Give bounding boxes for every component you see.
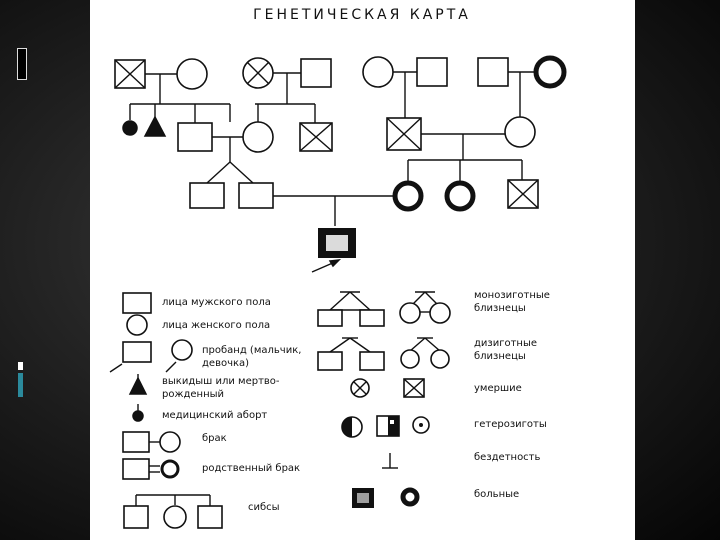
male-symbol — [301, 59, 331, 87]
legend-proband-label-1: пробанд (мальчик, — [202, 345, 302, 356]
legend-mz-label-2: близнецы — [474, 303, 526, 314]
legend-consanguineous-label: родственный брак — [202, 463, 301, 474]
legend-stillbirth-label-1: выкидыш или мертво- — [162, 376, 280, 387]
legend-marriage-label: брак — [202, 433, 227, 444]
legend-stillbirth-label-2: рожденный — [162, 389, 225, 400]
legend-sibling-male — [198, 506, 222, 528]
couple-2 — [243, 58, 331, 104]
decor-bar-accent — [18, 373, 23, 397]
legend-affected-female — [403, 490, 417, 504]
legend-consanguineous-male — [123, 459, 149, 479]
legend-stillbirth-symbol — [130, 378, 146, 394]
legend-affected-label: больные — [474, 489, 520, 500]
legend-female-symbol — [127, 315, 147, 335]
legend-dz-label-1: дизиготные — [474, 338, 538, 349]
legend-sibling-female — [164, 506, 186, 528]
legend-mz-twin-male — [318, 310, 342, 326]
pedigree-diagram — [90, 0, 635, 540]
legend-dz-twin-male — [360, 352, 384, 370]
abortion-symbol — [123, 121, 137, 135]
legend-right — [318, 290, 550, 508]
female-symbol — [177, 59, 207, 89]
legend-left — [110, 293, 301, 528]
legend-childless-label: бездетность — [474, 452, 541, 463]
legend-marriage-male — [123, 432, 149, 452]
legend-mz-twin-female — [400, 303, 420, 323]
legend-dz-twin-female — [401, 350, 419, 368]
legend-consanguineous-female — [162, 461, 178, 477]
decor-bar-top — [17, 48, 27, 80]
decor-bar-white — [18, 362, 23, 370]
female-symbol — [505, 117, 535, 147]
legend-dz-twin-male — [318, 352, 342, 370]
legend-sibling-male — [124, 506, 148, 528]
male-symbol — [190, 183, 224, 208]
legend-mz-twin-male — [360, 310, 384, 326]
generation-3 — [190, 160, 538, 226]
legend-female-label: лица женского пола — [162, 320, 271, 331]
legend-male-symbol — [123, 293, 151, 313]
genetic-chart-sheet — [90, 0, 635, 540]
stillbirth-symbol — [145, 117, 165, 136]
female-symbol — [243, 122, 273, 152]
proband — [312, 228, 356, 272]
chart-title: ГЕНЕТИЧЕСКАЯ КАРТА — [253, 7, 471, 23]
legend-dz-label-2: близнецы — [474, 351, 526, 362]
legend-abortion-symbol — [133, 411, 143, 421]
male-symbol — [417, 58, 447, 86]
legend-siblings-label: сибсы — [248, 502, 280, 513]
legend-proband-label-2: девочка) — [202, 358, 250, 369]
male-symbol — [178, 123, 212, 151]
legend-mz-twin-female — [430, 303, 450, 323]
male-symbol — [478, 58, 508, 86]
legend-deceased-label: умершие — [474, 383, 522, 394]
couple-4 — [478, 58, 564, 118]
legend-proband-female-symbol — [172, 340, 192, 360]
generation-1 — [115, 57, 564, 118]
legend-proband-male-symbol — [123, 342, 151, 362]
legend-dz-twin-female — [431, 350, 449, 368]
legend-male-label: лица мужского пола — [162, 297, 271, 308]
legend-marriage-female — [160, 432, 180, 452]
legend-mz-label-1: монозиготные — [474, 290, 550, 301]
affected-female-symbol — [536, 58, 564, 86]
legend-heterozygotes-label: гетерозиготы — [474, 419, 547, 430]
couple-1 — [115, 59, 230, 104]
female-symbol — [363, 57, 393, 87]
affected-female-symbol — [395, 183, 421, 209]
couple-3 — [363, 57, 447, 104]
legend-abortion-label: медицинский аборт — [162, 410, 268, 421]
affected-female-symbol — [447, 183, 473, 209]
male-symbol — [239, 183, 273, 208]
generation-2 — [123, 104, 535, 183]
